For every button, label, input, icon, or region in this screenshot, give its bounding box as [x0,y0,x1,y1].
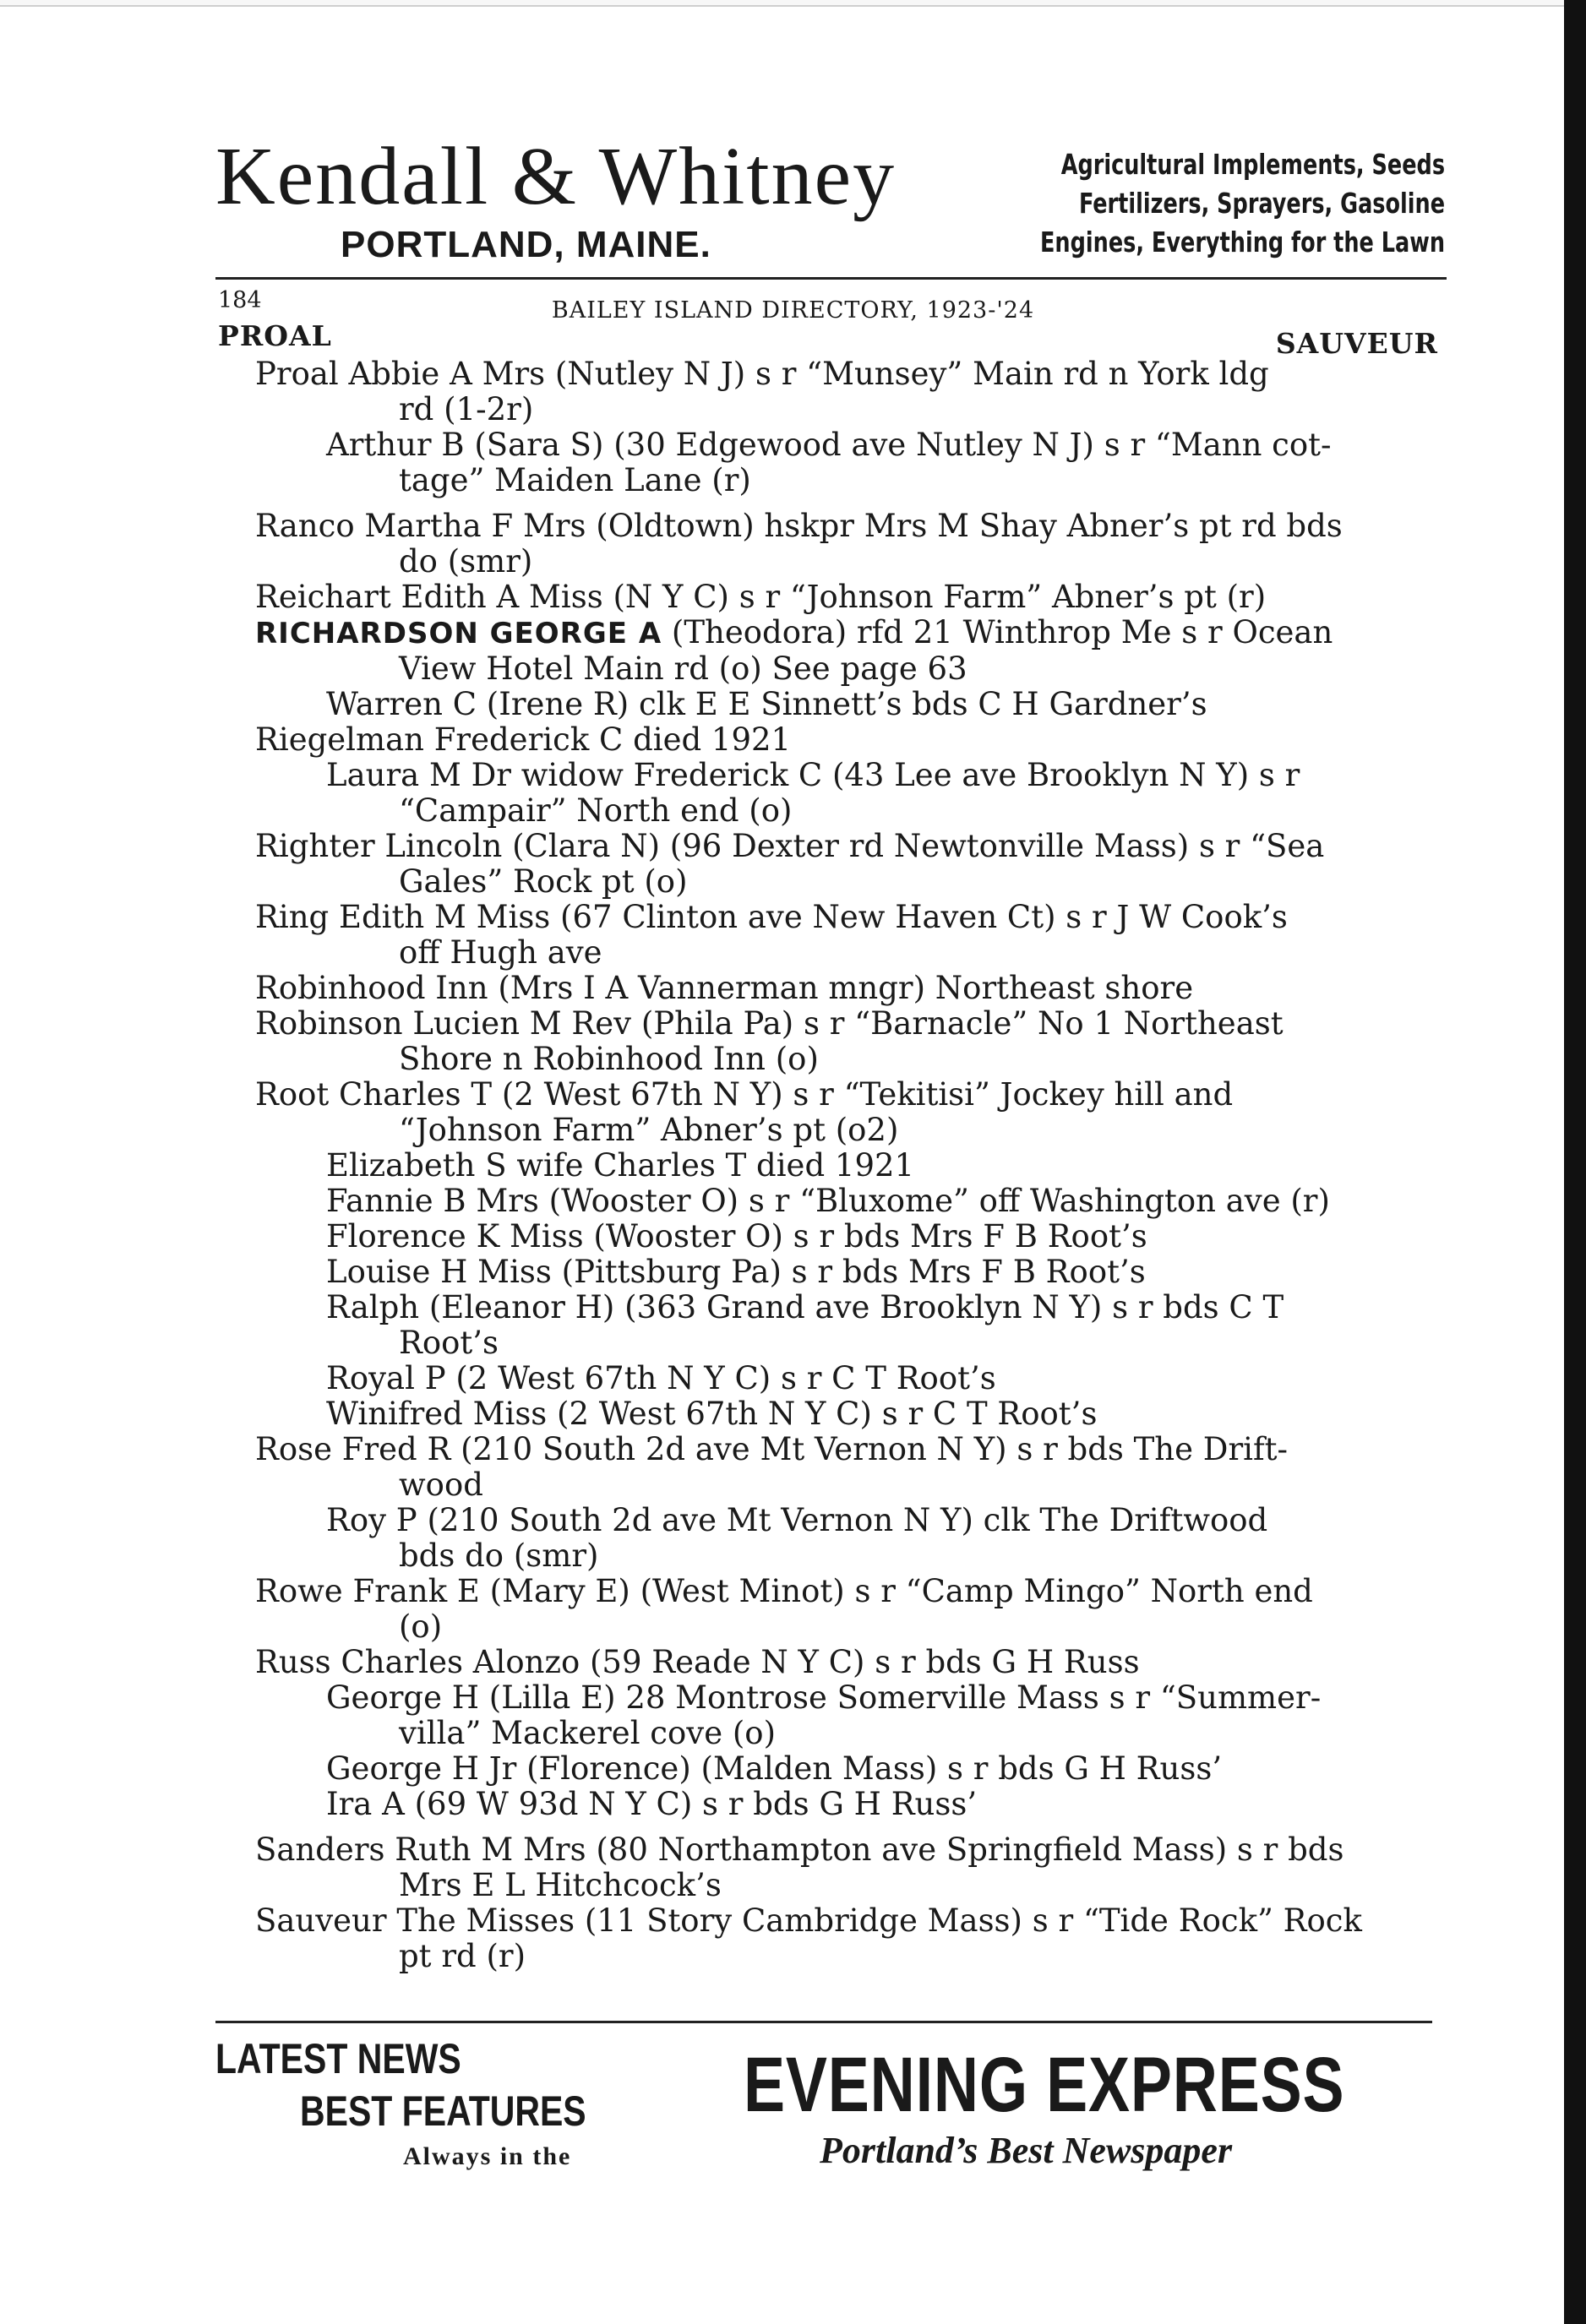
goods-line: Engines, Everything for the Lawn [1039,226,1445,259]
entry-line: Roy P (210 South 2d ave Mt Vernon N Y) clk The Driftwood [326,1502,1268,1538]
entry-continuation-line: do (smr) [399,543,533,580]
directory-entry [255,1645,1398,1680]
entry-line: Robinson Lucien M Rev (Phila Pa) s r “Barnacle” No 1 Northeast [255,1005,1284,1042]
entry-line: Russ Charles Alonzo (59 Reade N Y C) s r bds G H Russ [255,1644,1140,1680]
goods-line: Agricultural Implements, Seeds [1060,148,1445,181]
entry-line: George H (Lilla E) 28 Montrose Somerville Mass s r “Summer- [326,1679,1322,1716]
entry-line: Rose Fred R (210 South 2d ave Mt Vernon N Y) s r bds The Drift- [255,1431,1289,1467]
entry-continuation-line: villa” Mackerel cove (o) [399,1715,777,1751]
entry-line: Ralph (Eleanor H) (363 Grand ave Brooklyn N Y) s r bds C T [326,1289,1284,1325]
entry-line: Fannie B Mrs (Wooster O) s r “Bluxome” off Washington ave (r) [326,1183,1330,1219]
advertiser-city: PORTLAND, MAINE. [341,224,711,265]
directory-entry [255,1006,1398,1077]
directory-entry [255,1832,1398,1903]
directory-entry [255,829,1398,900]
entry-continuation-line: “Campair” North end (o) [399,792,793,829]
directory-entry [255,509,1398,580]
footer-rule [215,2021,1432,2023]
advertiser-name: Kendall & Whitney [215,131,897,222]
directory-entry [255,356,1398,427]
entry-line: Sauveur The Misses (11 Story Cambridge Mass) s r “Tide Rock” Rock [255,1902,1362,1939]
entry-line: Ira A (69 W 93d N Y C) s r bds G H Russ’ [326,1786,978,1822]
ad-latest-news: LATEST NEWS [215,2035,461,2082]
entry-continuation-line: (o) [399,1608,443,1645]
entry-line: Riegelman Frederick C died 1921 [255,721,792,758]
footer-advertisement [215,2034,1432,2186]
newspaper-slogan: Portland’s Best Newspaper [820,2130,1233,2171]
directory-entry [255,1903,1398,1974]
guide-word-right: SAUVEUR [1275,327,1438,360]
newspaper-name: EVENING EXPRESS [744,2042,1345,2128]
directory-entry [255,1396,1398,1432]
entry-line: Warren C (Irene R) clk E E Sinnett’s bds C H Gardner’s [326,686,1207,722]
directory-entry [255,1290,1398,1361]
entry-continuation-line: rd (1-2r) [399,391,534,427]
entry-line: Elizabeth S wife Charles T died 1921 [326,1147,915,1184]
advertised-goods [1040,145,1445,262]
entry-continuation-line: Gales” Rock pt (o) [399,863,688,900]
entry-line: Royal P (2 West 67th N Y C) s r C T Root’s [326,1360,996,1396]
directory-entry [255,758,1398,829]
entry-line: Reichart Edith A Miss (N Y C) s r “Johnson Farm” Abner’s pt (r) [255,579,1267,615]
directory-entry [255,1787,1398,1822]
directory-entry [255,1361,1398,1396]
directory-entry [255,1077,1398,1148]
directory-entry [255,1432,1398,1503]
directory-entry [255,1751,1398,1787]
entry-continuation-line: Shore n Robinhood Inn (o) [399,1041,819,1077]
directory-entry [255,687,1398,722]
entry-line: Root Charles T (2 West 67th N Y) s r “Tekitisi” Jockey hill and [255,1076,1234,1113]
directory-entry [255,1184,1398,1219]
directory-entry [255,1255,1398,1290]
entry-continuation-line: Root’s [399,1325,499,1361]
header-advertisement [215,131,1445,275]
goods-line: Fertilizers, Sprayers, Gasoline [1078,187,1445,220]
entry-line-text: (Theodora) rfd 21 Winthrop Me s r Ocean [662,614,1333,650]
entry-line: Laura M Dr widow Frederick C (43 Lee ave Brooklyn N Y) s r [326,757,1300,793]
scan-edge-top [0,0,1586,7]
ad-best-features: BEST FEATURES [300,2087,586,2135]
entry-line: Ring Edith M Miss (67 Clinton ave New Haven Ct) s r J W Cook’s [255,899,1288,935]
entry-line: Ranco Martha F Mrs (Oldtown) hskpr Mrs M Shay Abner’s pt rd bds [255,508,1343,544]
directory-listing [255,356,1398,1974]
entry-line: Rowe Frank E (Mary E) (West Minot) s r “Camp Mingo” North end [255,1573,1313,1609]
directory-entry [255,1503,1398,1574]
entry-line: Robinhood Inn (Mrs I A Vannerman mngr) Northeast shore [255,970,1194,1006]
entry-continuation-line: Mrs E L Hitchcock’s [399,1867,722,1903]
entry-line: Proal Abbie A Mrs (Nutley N J) s r “Munsey” Main rd n York ldg [255,356,1269,392]
running-title: BAILEY ISLAND DIRECTORY, 1923-'24 [551,297,1035,324]
directory-entry [255,722,1398,758]
entry-line: Sanders Ruth M Mrs (80 Northampton ave Springfield Mass) s r bds [255,1831,1344,1868]
entry-line [255,615,1398,651]
entry-line: Winifred Miss (2 West 67th N Y C) s r C T Root’s [326,1396,1098,1432]
directory-entry [255,1574,1398,1645]
entry-line: George H Jr (Florence) (Malden Mass) s r bds G H Russ’ [326,1750,1223,1787]
entry-continuation-line: wood [399,1467,483,1503]
entry-continuation-line: off Hugh ave [399,934,602,971]
directory-entry [255,580,1398,615]
directory-entry [255,1219,1398,1255]
scan-edge-right [1564,0,1586,2324]
entry-continuation-line: pt rd (r) [399,1938,526,1974]
directory-entry [255,427,1398,498]
header-rule [215,277,1447,280]
entry-line: Florence K Miss (Wooster O) s r bds Mrs F B Root’s [326,1218,1147,1255]
directory-entry [255,971,1398,1006]
entry-line: Louise H Miss (Pittsburg Pa) s r bds Mrs F B Root’s [326,1254,1146,1290]
entry-line: Arthur B (Sara S) (30 Edgewood ave Nutley N J) s r “Mann cot- [326,427,1332,463]
ad-always-in-the: Always in the [403,2142,572,2170]
entry-continuation-line: “Johnson Farm” Abner’s pt (o2) [399,1112,899,1148]
page-number: 184 [218,287,262,313]
entry-continuation-line: View Hotel Main rd (o) See page 63 [399,650,967,687]
directory-entry [255,1148,1398,1184]
entry-continuation-line: bds do (smr) [399,1538,599,1574]
guide-word-left: PROAL [218,319,332,352]
entry-continuation-line: tage” Maiden Lane (r) [399,462,751,498]
directory-entry [255,615,1398,687]
entry-line: Righter Lincoln (Clara N) (96 Dexter rd Newtonville Mass) s r “Sea [255,828,1325,864]
entry-name-bold: RICHARDSON GEORGE A [255,617,662,650]
directory-entry [255,1680,1398,1751]
directory-entry [255,900,1398,971]
